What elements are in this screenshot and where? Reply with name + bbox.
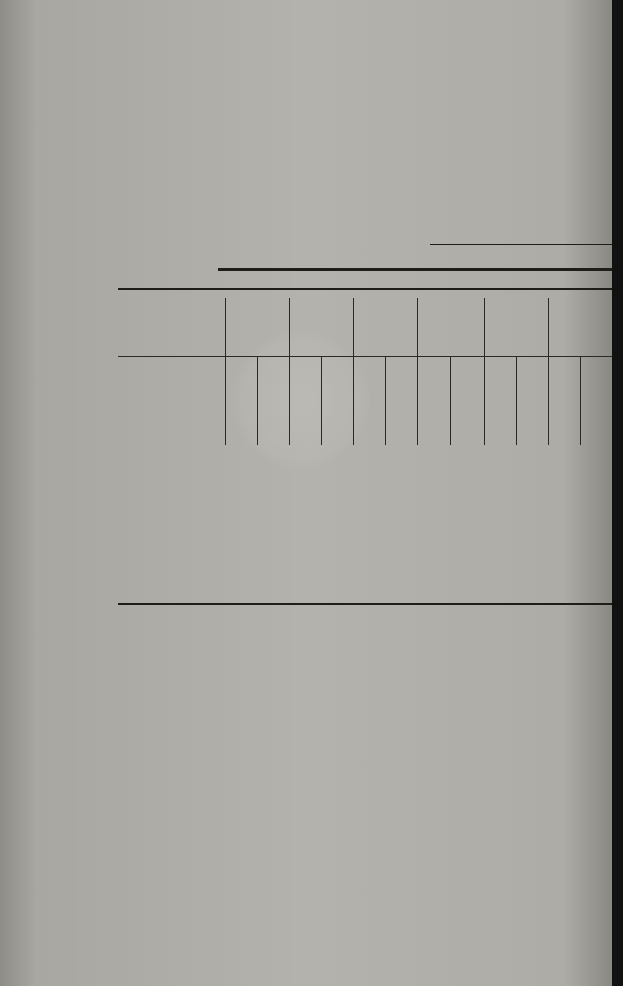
book-spine: [612, 0, 623, 986]
sub-header: [417, 357, 451, 446]
sub-header: [258, 357, 290, 446]
sub-header: [516, 357, 548, 446]
sub-header: [290, 357, 322, 446]
sub-header: [548, 357, 580, 446]
sub-header: [226, 357, 258, 446]
sub-header: [580, 357, 612, 446]
col-header: [226, 298, 290, 357]
col-header: [290, 298, 354, 357]
col-header: [485, 298, 549, 357]
column-header-row: [118, 298, 612, 357]
subtitle-rule: [430, 244, 612, 245]
sub-header: [451, 357, 485, 446]
band-top-rule: [218, 268, 612, 271]
col-header: [353, 298, 417, 357]
band-bottom-rule: [118, 288, 612, 290]
sub-header: [385, 357, 417, 446]
analysis-table: [118, 268, 612, 608]
table-bottom-rule: [118, 603, 612, 605]
col-header: [417, 298, 485, 357]
sub-header: [485, 357, 517, 446]
col-header: [548, 298, 612, 357]
mg-label: [118, 357, 226, 446]
sub-header: [353, 357, 385, 446]
data-table: [118, 298, 612, 445]
mg-header-row: [118, 357, 612, 446]
sub-header: [322, 357, 354, 446]
